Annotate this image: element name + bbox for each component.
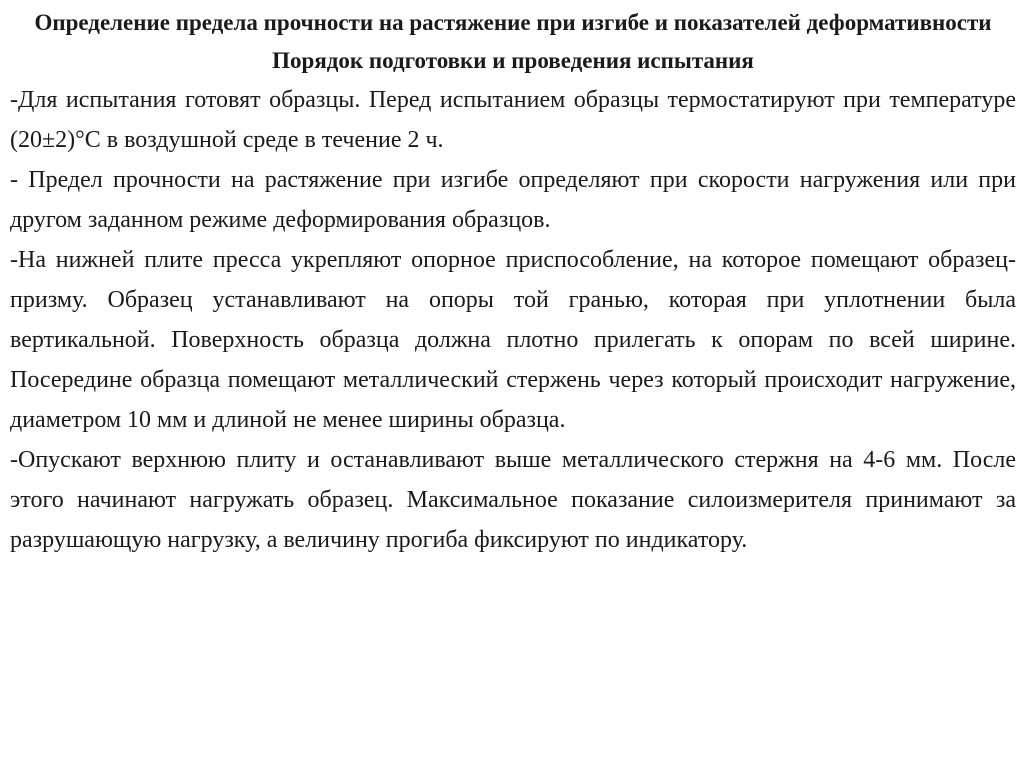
paragraph-loading: -Опускают верхнюю плиту и останавливают выше металлического стержня на 4-6 мм. После этого начинают нагружать образец. Максимальное показание силоизмерителя принимают за разрушающую нагрузку, а величину прогиба фиксируют по индикатору.	[10, 447, 1016, 553]
paragraph-preparation: -Для испытания готовят образцы. Перед испытанием образцы термостатируют при температуре (20±2)°C в воздушной среде в течение 2 ч.	[10, 87, 1016, 153]
paragraph-strength-limit: - Предел прочности на растяжение при изгибе определяют при скорости нагружения или при другом заданном режиме деформирования образцов.	[10, 167, 1016, 233]
document-subtitle: Порядок подготовки и проведения испытания	[272, 48, 754, 73]
document-page	[10, 4, 1016, 560]
paragraph-specimen-setup: -На нижней плите пресса укрепляют опорное приспособление, на которое помещают образец-призму. Образец устанавливают на опоры той гранью, которая при уплотнении была вертикальной. Поверхность образца должна плотно прилегать к опорам по всей ширине. Посередине образца помещают металлический стержень через который происходит нагружение, диаметром 10 мм и длиной не менее ширины образца.	[10, 247, 1016, 433]
document-title: Определение предела прочности на растяжение при изгибе и показателей деформативности	[34, 10, 992, 35]
